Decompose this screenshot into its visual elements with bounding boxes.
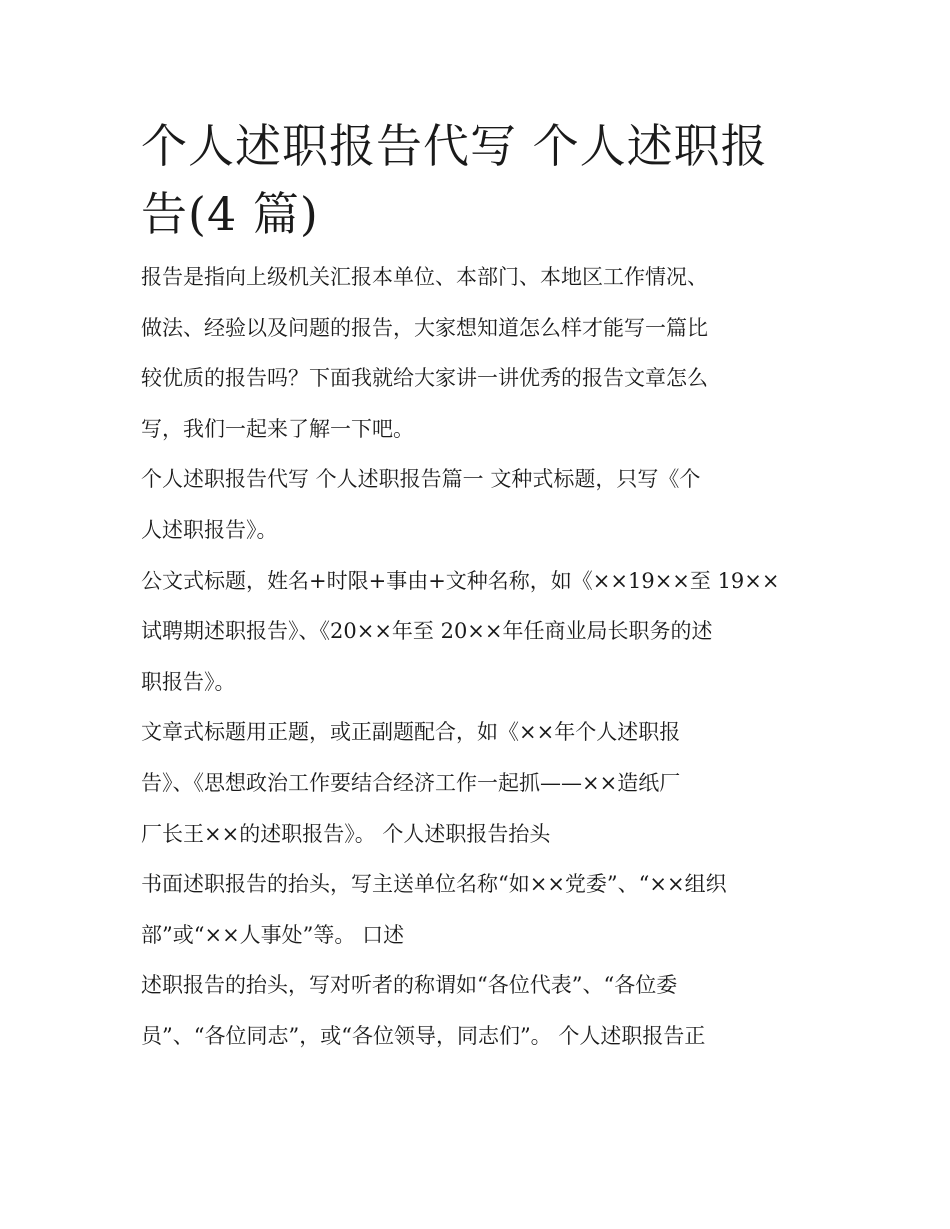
paragraph-official-title: 公文式标题，姓名+时限+事由+文种名称，如《××19××至 19×× 试聘期述职报告》、《20××年至 20××年任商业局长职务的述 职报告》。 — [141, 568, 780, 694]
paragraph-genre-title: 个人述职报告代写 个人述职报告篇一 文种式标题，只写《个 人述职报告》。 — [141, 467, 701, 542]
paragraph-written-heading: 书面述职报告的抬头，写主送单位名称“如××党委”、“××组织 部”或“××人事处”等。 口述 — [141, 872, 727, 947]
paragraph-intro: 报告是指向上级机关汇报本单位、本部门、本地区工作情况、 做法、经验以及问题的报告，大家想知道怎么样才能写一篇比 较优质的报告吗？下面我就给大家讲一讲优秀的报告文章怎么 写，我们一起来了解一下吧。 — [141, 265, 708, 441]
document-body — [141, 112, 816, 1062]
paragraph-oral-heading: 述职报告的抬头，写对听者的称谓如“各位代表”、“各位委 员”、“各位同志”，或“各位领导，同志们”。 个人述职报告正 — [141, 973, 706, 1048]
paragraph-article-title: 文章式标题用正题，或正副题配合，如《××年个人述职报 告》、《思想政治工作要结合经济工作一起抓——××造纸厂 厂长王××的述职报告》。 个人述职报告抬头 — [141, 720, 681, 846]
document-title: 个人述职报告代写 个人述职报 告(4 篇) — [141, 119, 768, 241]
